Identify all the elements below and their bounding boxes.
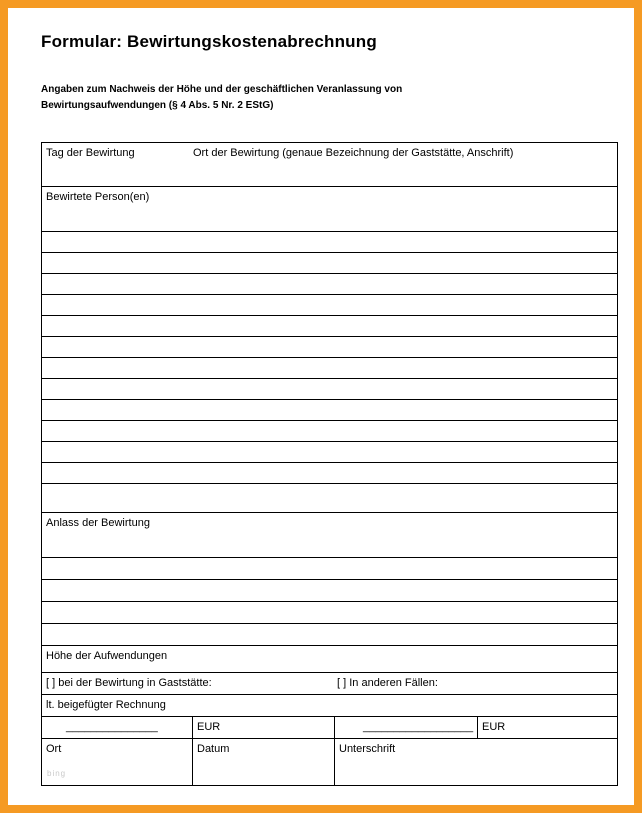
- invoice-note-label: lt. beigefügter Rechnung: [46, 699, 166, 711]
- signature-row: [42, 739, 617, 785]
- blank-entry-line: [42, 232, 617, 253]
- amount-blank-line-2: __________________: [334, 717, 477, 738]
- blank-entry-line: [42, 580, 617, 602]
- day-of-hospitality-label: Tag der Bewirtung: [46, 147, 135, 159]
- blank-entry-line: [42, 463, 617, 484]
- blank-entry-line: [42, 253, 617, 274]
- blank-entry-line: [42, 274, 617, 295]
- date-field-label: Datum: [192, 739, 334, 785]
- place-of-hospitality-label: Ort der Bewirtung (genaue Bezeichnung der Gaststätte, Anschrift): [193, 147, 514, 159]
- table-header-row: [42, 143, 617, 187]
- occasion-label: Anlass der Bewirtung: [46, 517, 150, 529]
- invoice-note-row: [42, 695, 617, 717]
- blank-entry-line: [42, 358, 617, 379]
- occasion-row: [42, 513, 617, 558]
- hosted-persons-label: Bewirtete Person(en): [46, 191, 150, 203]
- blank-entry-line: [42, 602, 617, 624]
- currency-label-1: EUR: [192, 717, 334, 738]
- blank-entry-line: [42, 295, 617, 316]
- blank-entry-line: [42, 442, 617, 463]
- watermark-text: bing: [47, 769, 67, 778]
- currency-label-2: EUR: [477, 717, 617, 738]
- blank-entry-line: [42, 624, 617, 646]
- amount-entry-row: [42, 717, 617, 739]
- subtitle-line-2: Bewirtungsaufwendungen (§ 4 Abs. 5 Nr. 2 EStG): [41, 100, 274, 111]
- blank-entry-line: [42, 316, 617, 337]
- amount-options-row: [42, 673, 617, 695]
- blank-entry-line: [42, 558, 617, 580]
- subtitle-line-1: Angaben zum Nachweis der Höhe und der geschäftlichen Veranlassung von: [41, 84, 403, 95]
- place-field-label: Ort: [46, 743, 62, 755]
- blank-entry-line: [42, 400, 617, 421]
- form-subtitle: [41, 82, 634, 114]
- option-restaurant-checkbox-label: [ ] bei der Bewirtung in Gaststätte:: [46, 677, 212, 689]
- signature-field-label: Unterschrift: [334, 739, 617, 785]
- blank-entry-line: [42, 484, 617, 513]
- page-title: Formular: Bewirtungskostenabrechnung: [41, 32, 377, 51]
- blank-entry-line: [42, 421, 617, 442]
- blank-entry-line: [42, 337, 617, 358]
- option-other-cases-checkbox-label: [ ] In anderen Fällen:: [337, 677, 438, 689]
- amounts-heading-label: Höhe der Aufwendungen: [46, 650, 168, 662]
- amounts-heading-row: [42, 646, 617, 673]
- place-field: [42, 739, 192, 785]
- hosted-persons-row: [42, 187, 617, 232]
- amount-blank-line-1: _______________: [66, 721, 158, 733]
- form-table: [41, 142, 618, 786]
- blank-entry-line: [42, 379, 617, 400]
